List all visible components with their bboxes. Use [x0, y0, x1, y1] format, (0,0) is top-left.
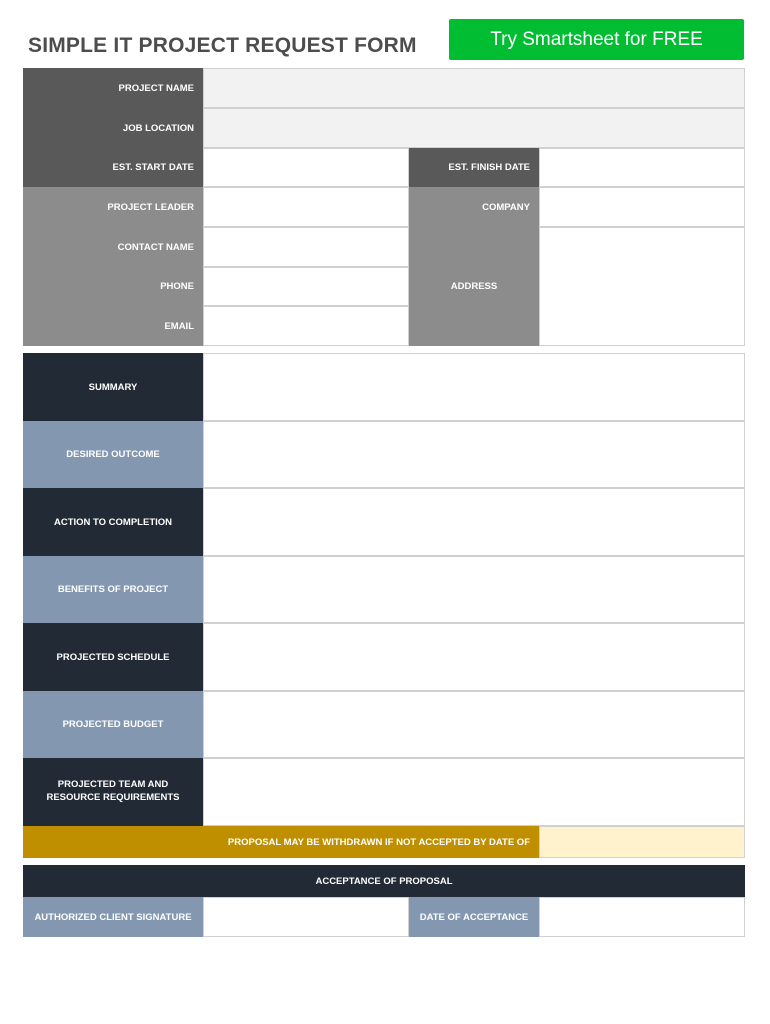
- desired-outcome-field[interactable]: [203, 421, 745, 488]
- benefits-of-project-label: BENEFITS OF PROJECT: [23, 556, 203, 623]
- action-to-completion-label: ACTION TO COMPLETION: [23, 488, 203, 556]
- date-of-acceptance-label: DATE OF ACCEPTANCE: [409, 897, 539, 937]
- est-start-date-label: EST. START DATE: [23, 148, 203, 187]
- try-smartsheet-button[interactable]: Try Smartsheet for FREE: [449, 19, 744, 60]
- authorized-signature-label: AUTHORIZED CLIENT SIGNATURE: [23, 897, 203, 937]
- company-field[interactable]: [539, 187, 745, 227]
- page-title: SIMPLE IT PROJECT REQUEST FORM: [28, 34, 417, 57]
- email-label: EMAIL: [23, 306, 203, 346]
- benefits-of-project-field[interactable]: [203, 556, 745, 623]
- contact-name-label: CONTACT NAME: [23, 227, 203, 267]
- withdrawn-notice-label: PROPOSAL MAY BE WITHDRAWN IF NOT ACCEPTED BY DATE OF: [23, 826, 539, 858]
- est-finish-date-field[interactable]: [539, 148, 745, 187]
- projected-schedule-field[interactable]: [203, 623, 745, 691]
- desired-outcome-label: DESIRED OUTCOME: [23, 421, 203, 488]
- project-leader-field[interactable]: [203, 187, 409, 227]
- phone-label: PHONE: [23, 267, 203, 306]
- projected-schedule-label: PROJECTED SCHEDULE: [23, 623, 203, 691]
- summary-field[interactable]: [203, 353, 745, 421]
- projected-team-field[interactable]: [203, 758, 745, 826]
- job-location-label: JOB LOCATION: [23, 108, 203, 148]
- acceptance-header: ACCEPTANCE OF PROPOSAL: [23, 865, 745, 897]
- summary-label: SUMMARY: [23, 353, 203, 421]
- address-field[interactable]: [539, 227, 745, 346]
- date-of-acceptance-field[interactable]: [539, 897, 745, 937]
- email-field[interactable]: [203, 306, 409, 346]
- projected-budget-field[interactable]: [203, 691, 745, 758]
- project-name-label: PROJECT NAME: [23, 68, 203, 108]
- withdrawn-date-field[interactable]: [539, 826, 745, 858]
- projected-budget-label: PROJECTED BUDGET: [23, 691, 203, 758]
- job-location-field[interactable]: [203, 108, 745, 148]
- action-to-completion-field[interactable]: [203, 488, 745, 556]
- projected-team-label: PROJECTED TEAM AND RESOURCE REQUIREMENTS: [23, 758, 203, 826]
- address-label: ADDRESS: [409, 227, 539, 346]
- contact-name-field[interactable]: [203, 227, 409, 267]
- project-name-field[interactable]: [203, 68, 745, 108]
- est-finish-date-label: EST. FINISH DATE: [409, 148, 539, 187]
- phone-field[interactable]: [203, 267, 409, 306]
- est-start-date-field[interactable]: [203, 148, 409, 187]
- project-leader-label: PROJECT LEADER: [23, 187, 203, 227]
- company-label: COMPANY: [409, 187, 539, 227]
- authorized-signature-field[interactable]: [203, 897, 409, 937]
